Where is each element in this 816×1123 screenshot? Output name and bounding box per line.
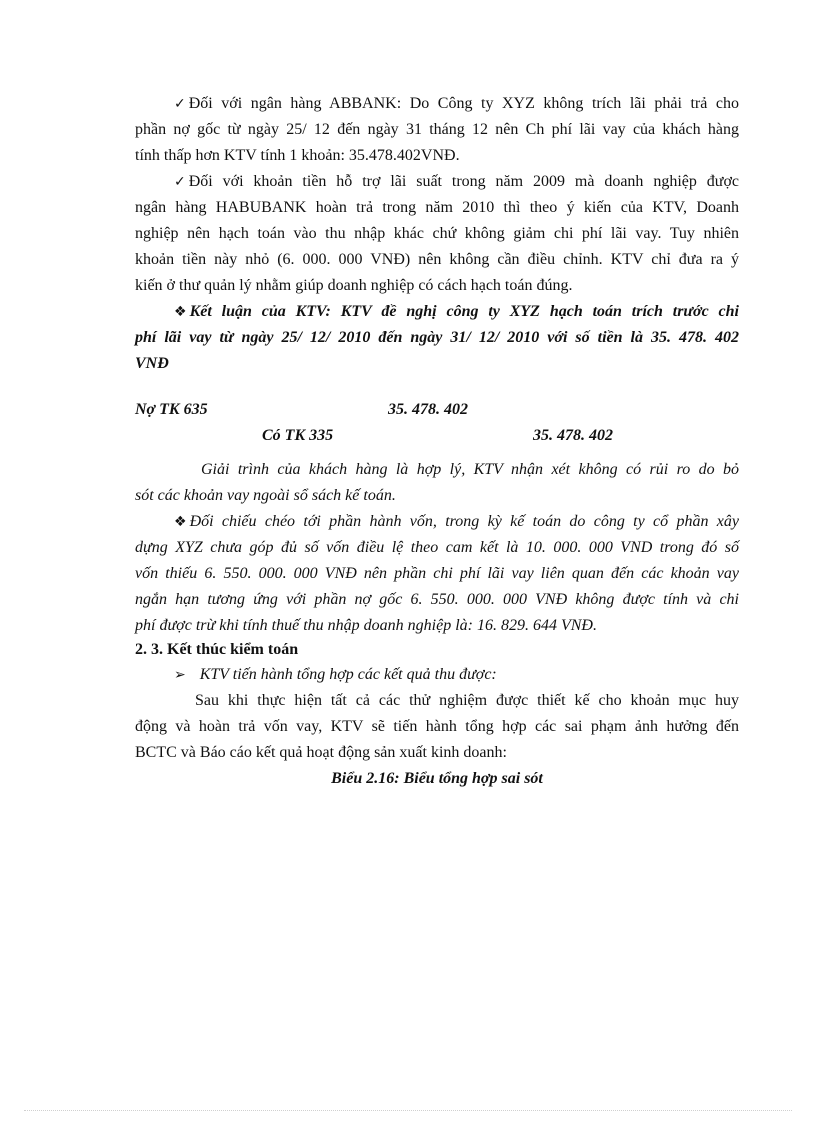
conclusion-line-3: VNĐ	[135, 355, 169, 372]
conclusion-line-1: ❖ Kết luận của KTV: KTV đề nghị công ty XYZ hạch toán trích trước chi	[174, 303, 739, 320]
paragraph1-line-3: tính thấp hơn KTV tính 1 khoản: 35.478.402VNĐ.	[135, 147, 460, 164]
paragraph1-line-1: ✓ Đối với ngân hàng ABBANK: Do Công ty XYZ không trích lãi phải trả cho	[174, 95, 739, 112]
crosscheck-line-5: phí được trừ khi tính thuế thu nhập doanh nghiệp là: 16. 829. 644 VNĐ.	[135, 617, 597, 634]
crosscheck-line-4: ngắn hạn tương ứng với phần nợ gốc 6. 550. 000. 000 VNĐ không được tính và chi	[135, 591, 739, 608]
table-caption: Biểu 2.16: Biểu tổng hợp sai sót	[331, 770, 543, 787]
final-paragraph-line-3: BCTC và Báo cáo kết quả hoạt động sản xuất kinh doanh:	[135, 744, 507, 761]
credit-amount: 35. 478. 402	[533, 427, 613, 444]
final-paragraph-line-2: động và hoàn trả vốn vay, KTV sẽ tiến hành tổng hợp các sai phạm ảnh hưởng đến	[135, 718, 739, 735]
crosscheck-line-1: ❖ Đối chiếu chéo tới phần hành vốn, trong kỳ kế toán do công ty cổ phần xây	[174, 513, 739, 530]
explanation-line-2: sót các khoản vay ngoài sổ sách kế toán.	[135, 487, 396, 504]
conclusion-line-2: phí lãi vay từ ngày 25/ 12/ 2010 đến ngày 31/ 12/ 2010 với số tiền là 35. 478. 402	[135, 329, 739, 346]
section-heading: 2. 3. Kết thúc kiểm toán	[135, 641, 299, 658]
paragraph2-line-1: ✓ Đối với khoản tiền hỗ trợ lãi suất trong năm 2009 mà doanh nghiệp được	[174, 173, 739, 190]
summary-item: ➢ KTV tiến hành tổng hợp các kết quả thu được:	[174, 666, 497, 683]
final-paragraph-line-1: Sau khi thực hiện tất cả các thử nghiệm được thiết kế cho khoản mục huy	[195, 692, 739, 709]
crosscheck-line-3: vốn thiếu 6. 550. 000. 000 VNĐ nên phần chi phí lãi vay liên quan đến các khoản vay	[135, 565, 739, 582]
debit-amount: 35. 478. 402	[388, 401, 468, 418]
credit-account-label: Có TK 335	[262, 427, 334, 444]
diamond-bullet-icon: ❖	[174, 304, 187, 320]
diamond-bullet-icon: ❖	[174, 514, 187, 530]
checkmark-icon: ✓	[174, 174, 186, 190]
paragraph1-line-2: phần nợ gốc từ ngày 25/ 12 đến ngày 31 tháng 12 nên Ch phí lãi vay của khách hàng	[135, 121, 739, 138]
paragraph2-line-2: ngân hàng HABUBANK hoàn trả trong năm 2010 thì theo ý kiến của KTV, Doanh	[135, 199, 739, 216]
crosscheck-line-2: dựng XYZ chưa góp đủ số vốn điều lệ theo cam kết là 10. 000. 000 VND trong đó số	[135, 539, 739, 556]
explanation-line-1: Giải trình của khách hàng là hợp lý, KTV nhận xét không có rủi ro do bỏ	[201, 461, 739, 478]
paragraph2-line-4: khoản tiền này nhỏ (6. 000. 000 VNĐ) nên không cần điều chỉnh. KTV chỉ đưa ra ý	[135, 251, 739, 268]
checkmark-icon: ✓	[174, 96, 186, 112]
paragraph2-line-5: kiến ở thư quản lý nhằm giúp doanh nghiệp có cách hạch toán đúng.	[135, 277, 573, 294]
debit-account-label: Nợ TK 635	[135, 401, 208, 418]
page-bottom-rule	[24, 1110, 792, 1111]
arrow-bullet-icon: ➢	[174, 667, 186, 683]
paragraph2-line-3: nghiệp nên hạch toán vào thu nhập khác chứ không giảm chi phí lãi vay. Tuy nhiên	[135, 225, 739, 242]
